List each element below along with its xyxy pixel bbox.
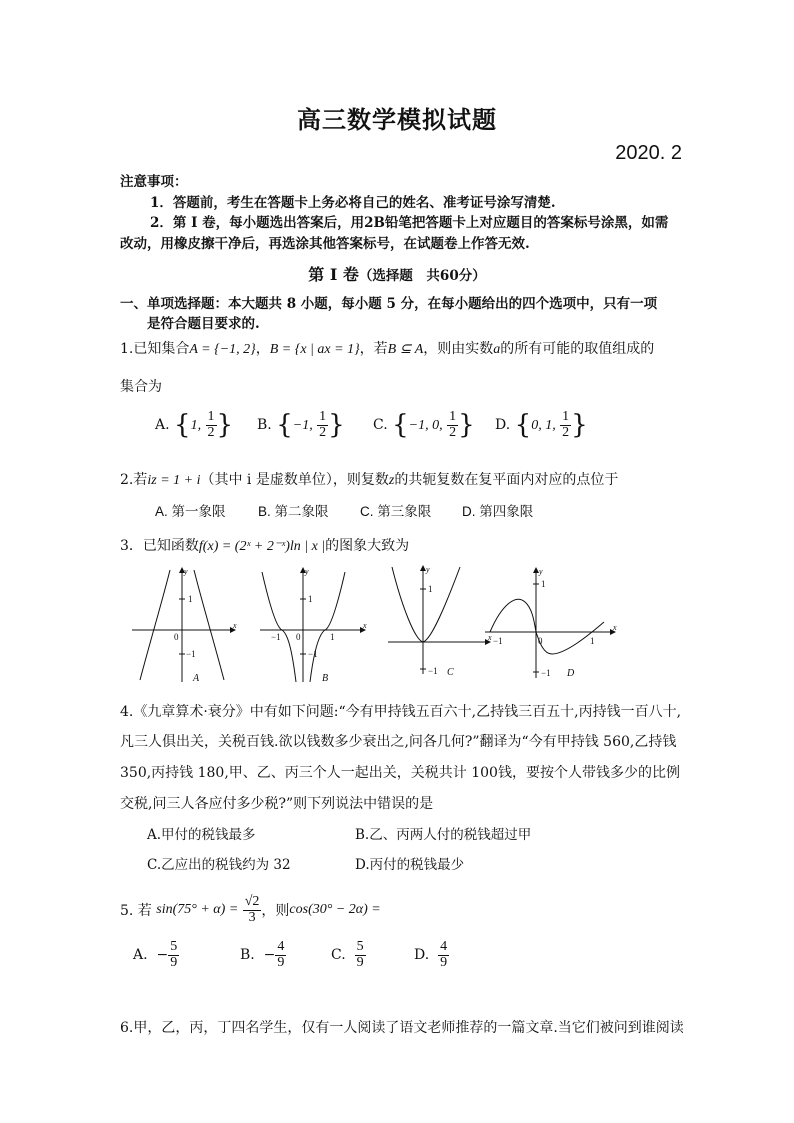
option-items: 0, 1, [531,418,556,434]
q2-var: z [388,473,395,488]
option-sign: − [263,947,276,964]
frac-numerator: 1 [207,409,215,424]
q5-lhs: sin(75° + α) = [156,902,239,918]
svg-text:x: x [363,621,367,630]
option-label: C. [331,947,346,964]
part1-instruction: 一、单项选择题：本大题共 8 小题，每小题 5 分，在每小题给出的四个选项中，只有一项 [120,296,658,312]
svg-text:y: y [305,567,309,576]
option-label: A. [155,417,170,434]
q1-text-post2: 的所有可能的取值组成的 [500,341,655,357]
q4-option-d[interactable]: D.丙付的税钱最少 [355,857,465,873]
svg-text:1: 1 [590,636,595,646]
svg-text:0: 0 [296,632,301,642]
frac-denominator: 2 [207,424,215,440]
section-title: 第 I 卷 [308,265,359,284]
q1-option-b[interactable]: B. {−1, $\frac{1}{2}$ } [257,409,345,441]
option-label: C. [373,417,388,434]
question-6-line1: 6.甲，乙，丙，丁四名学生，仅有一人阅读了语文老师推荐的一篇文章.当它们被问到谁阅读 [120,1020,684,1036]
svg-text:1: 1 [330,632,335,642]
frac-denominator: 9 [440,954,448,970]
svg-text:−1: −1 [493,636,503,646]
q5-option-a[interactable] [133,940,179,970]
svg-text:x: x [488,633,492,642]
q2-text: 2.若 [120,472,148,488]
q5-text-post: ，则 [261,903,290,920]
graph-d[interactable] [485,567,617,679]
page-title: 高三数学模拟试题 [297,105,497,134]
frac-denominator: 2 [562,424,570,440]
q5-option-d[interactable] [414,940,449,970]
notice-item-1: 1．答题前，考生在答题卡上务必将自己的姓名、准考证号涂写清楚. [150,195,556,211]
q1-option-d[interactable]: D. {0, 1, $\frac{1}{2}$ } [495,409,588,441]
q5-option-b[interactable] [240,940,286,970]
option-sign: − [156,947,169,964]
frac-denominator: 9 [170,954,178,970]
svg-text:1: 1 [188,594,193,604]
q5-frac-denominator: 3 [248,909,256,925]
q2-option-d[interactable]: D. 第四象限 [462,504,534,519]
q2-option-a[interactable]: A. 第一象限 [155,504,226,519]
question-4-line3: 350,丙持钱 180,甲、乙、丙三个人一起出关，关税共计 100钱，要按个人带钱多少的比例 [120,765,680,781]
frac-numerator: 5 [356,939,364,954]
q5-options [133,940,473,980]
q1-text-post: ，则由实数 [423,341,494,357]
notice-heading: 注意事项： [120,174,188,190]
section-heading [0,262,794,285]
q3-text-post: 的图象大致为 [325,538,410,554]
option-label: A. [133,947,148,964]
option-items: 1, [190,418,202,434]
graph-b-label: B [322,673,329,684]
question-1 [120,338,654,358]
q5-frac-numerator: √2 [244,894,260,909]
frac-denominator: 2 [449,424,457,440]
frac-numerator: 1 [562,409,570,424]
q1-options [155,410,635,450]
q2-expr: iz = 1 + i [147,473,201,488]
question-4-line1: 4.《九章算术·衰分》中有如下问题:“今有甲持钱五百六十,乙持钱三百五十,丙持钱一百八十, [120,704,682,720]
option-label: B. [240,947,255,964]
q4-option-a[interactable]: A.甲付的税钱最多 [147,827,256,843]
question-3 [120,535,409,555]
option-items: −1, [292,418,313,434]
q4-option-c[interactable]: C.乙应出的税钱约为 32 [147,857,291,873]
q2-option-c[interactable]: C. 第三象限 [360,504,432,519]
option-label: D. [495,417,511,434]
q1-option-a[interactable]: A. {1, $\frac{1}{2}$ } [155,409,234,441]
question-4-line4: 交税,问三人各应付多少税?”则下列说法中错误的是 [120,796,434,812]
frac-denominator: 9 [277,954,285,970]
svg-text:0: 0 [174,632,179,642]
svg-text:−1: −1 [271,632,281,642]
notice-item-2: 2．第 I 卷，每小题选出答案后，用2B铅笔把答题卡上对应题目的答案标号涂黑，如需 [150,215,669,231]
q2-text-mid: （其中 i 是虚数单位），则复数 [200,472,389,488]
svg-text:0: 0 [538,636,543,646]
q5-text: 5. 若 [120,903,152,920]
graph-d-label: D [567,668,575,679]
question-1-cont: 集合为 [120,379,162,395]
svg-text:y: y [539,567,543,576]
svg-text:x: x [233,621,237,630]
q1-set-a: A = {−1, 2} [189,342,256,357]
part1-instruction-cont: 是符合题目要求的. [147,316,260,332]
frac-denominator: 2 [319,424,327,440]
svg-text:y: y [184,567,188,576]
option-label: B. [257,417,272,434]
graph-a-label: A [193,673,200,684]
q3-text: 3．已知函数 [120,538,199,554]
notice-item-2-cont: 改动，用橡皮擦干净后，再选涂其他答案标号，在试题卷上作答无效. [120,236,530,252]
q2-options [155,500,595,520]
option-label: D. [414,947,430,964]
frac-denominator: 9 [356,954,364,970]
frac-numerator: 4 [277,939,285,954]
svg-text:1: 1 [541,579,546,589]
svg-text:1: 1 [308,594,313,604]
q5-option-c[interactable] [331,940,366,970]
q1-option-c[interactable]: C. {−1, 0, $\frac{1}{2}$ } [373,409,475,441]
svg-text:1: 1 [428,584,433,594]
q1-text-mid: ，若 [359,341,388,357]
graph-b[interactable] [260,567,367,684]
q3-expr: f(x) = (2ˣ + 2⁻ˣ)ln | x | [198,539,326,554]
q1-set-b: B = {x | ax = 1} [269,342,360,357]
graph-c[interactable] [388,565,492,678]
svg-text:−1: −1 [428,666,438,676]
question-5 [120,895,381,925]
q1-sep: ， [255,341,270,357]
frac-numerator: 1 [319,409,327,424]
q4-option-b[interactable]: B.乙、丙两人付的税钱超过甲 [355,827,532,843]
graph-c-label: C [447,667,454,678]
svg-text:−1: −1 [308,649,318,659]
option-items: −1, 0, [408,418,443,434]
q2-option-b[interactable]: B. 第二象限 [258,504,329,519]
question-2 [120,469,618,489]
frac-numerator: 4 [440,939,448,954]
q5-rhs: cos(30° − 2α) = [289,902,381,918]
frac-numerator: 5 [170,939,178,954]
exam-date: 2020. 2 [615,142,682,164]
frac-numerator: 1 [449,409,457,424]
q2-text-post: 的共轭复数在复平面内对应的点位于 [394,472,619,488]
q1-var: a [493,342,501,357]
svg-text:−1: −1 [186,649,196,659]
question-4-line2: 凡三人俱出关，关税百钱.欲以钱数多少衰出之,问各几何?”翻译为“今有甲持钱 560,乙持钱 [120,734,677,750]
svg-text:x: x [613,623,617,632]
svg-text:−1: −1 [541,668,551,678]
q1-condition: B ⊆ A [387,342,424,357]
svg-text:y: y [426,565,430,574]
q3-graphs [120,562,640,687]
q1-text: 1.已知集合 [120,341,190,357]
section-subtitle: （选择题 共60分） [358,268,486,284]
graph-a[interactable] [132,567,237,684]
